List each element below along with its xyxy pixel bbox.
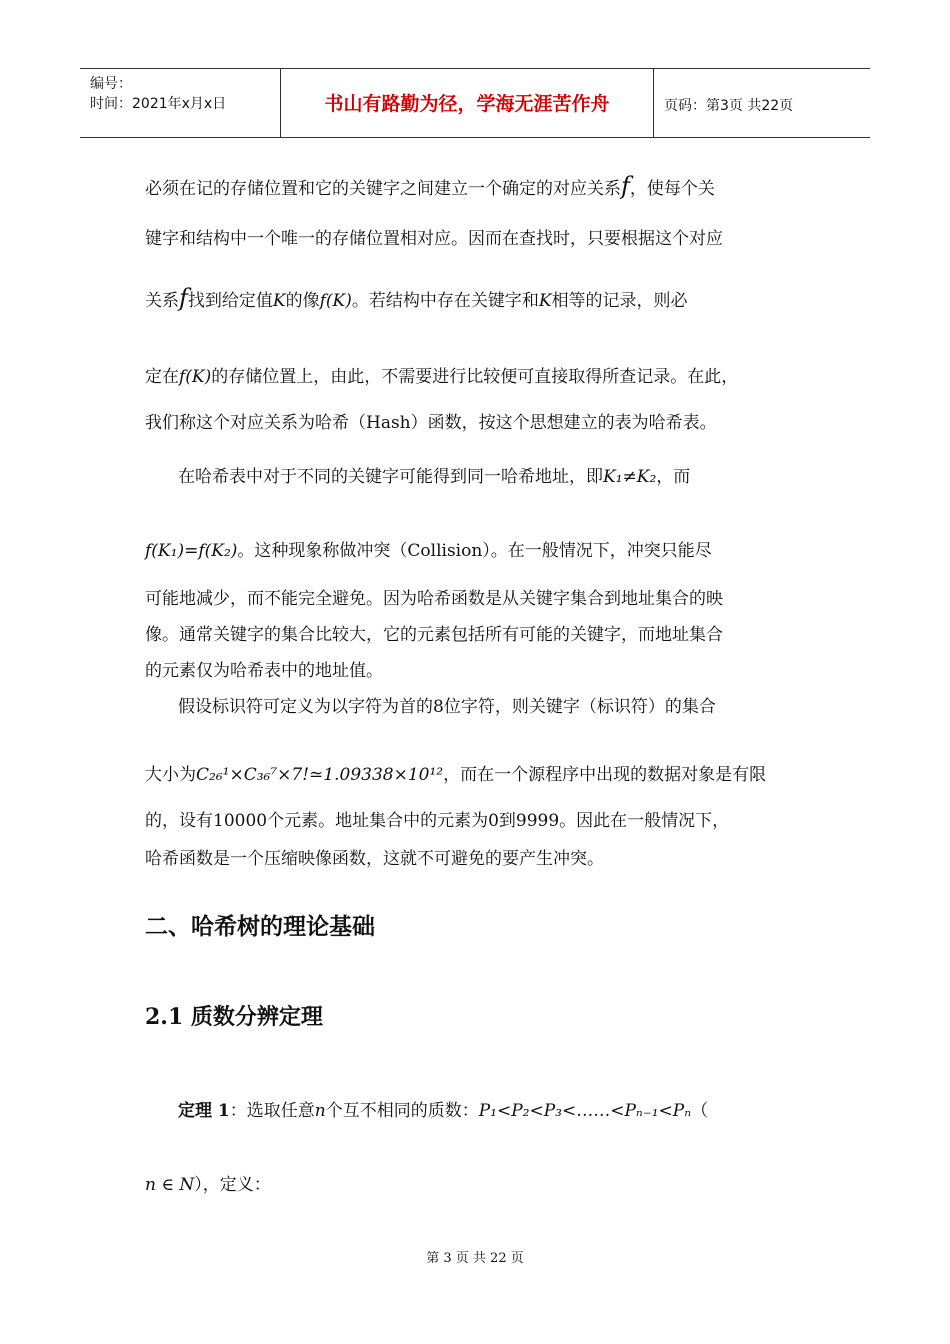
paragraph-line: 我们称这个对应关系为哈希（Hash）函数，按这个思想建立的表为哈希表。 — [145, 413, 717, 433]
math-n: n — [314, 1101, 326, 1121]
paragraph-line: f(K₁)=f(K₂)。这种现象称做冲突（Collision）。在一般情况下，冲突只能尽 — [145, 541, 712, 561]
math-k1-neq-k2: K₁≠K₂ — [603, 467, 657, 487]
math-k: K — [272, 291, 286, 311]
math-f: f — [179, 284, 188, 312]
math-fk: f(K) — [179, 367, 212, 387]
paragraph-line: 哈希函数是一个压缩映像函数，这就不可避免的要产生冲突。 — [145, 849, 604, 869]
header-meta-cell — [80, 69, 281, 137]
paragraph-line: 假设标识符可定义为以字符为首的8位字符，则关键字（标识符）的集合 — [178, 697, 716, 717]
section-heading: 二、哈希树的理论基础 — [145, 914, 375, 940]
paragraph-line: 的，设有10000个元素。地址集合中的元素为0到9999。因此在一般情况下， — [145, 811, 730, 831]
paragraph-line: 像。通常关键字的集合比较大，它的元素包括所有可能的关键字，而地址集合 — [145, 625, 723, 645]
math-f: f — [621, 172, 630, 200]
math-primes: P₁<P₂<P₃<……<Pₙ₋₁<Pₙ — [478, 1101, 692, 1121]
paragraph-line: 必须在记的存储位置和它的关键字之间建立一个确定的对应关系f，使每个关 — [145, 172, 715, 200]
subsection-heading: 2.1 质数分辨定理 — [145, 1004, 323, 1030]
page-footer: 第 3 页 共 22 页 — [426, 1251, 524, 1266]
paragraph-line: 可能地减少，而不能完全避免。因为哈希函数是从关键字集合到地址集合的映 — [145, 589, 723, 609]
paragraph-line: 大小为C₂₆¹×C₃₆⁷×7!≃1.09338×10¹²，而在一个源程序中出现的数据对象是有限 — [145, 765, 767, 785]
paragraph-line: 键字和结构中一个唯一的存储位置相对应。因而在查找时，只要根据这个对应 — [145, 229, 723, 249]
math-n-in-N: n ∈ N — [145, 1175, 195, 1195]
math-k: K — [538, 291, 552, 311]
page-header — [80, 68, 870, 138]
number-label: 编号： — [90, 76, 132, 92]
math-fk1-eq-fk2: f(K₁)=f(K₂) — [145, 541, 238, 561]
theorem-line: n ∈ N），定义： — [145, 1175, 271, 1195]
paragraph-line: 关系f找到给定值K的像f(K)。若结构中存在关键字和K相等的记录，则必 — [145, 284, 688, 312]
theorem-line: 定理 1：选取任意n个互不相同的质数：P₁<P₂<P₃<……<Pₙ₋₁<Pₙ（ — [178, 1101, 709, 1121]
paragraph-line: 定在f(K)的存储位置上，由此，不需要进行比较便可直接取得所查记录。在此， — [145, 367, 739, 387]
motto: 书山有路勤为径，学海无涯苦作舟 — [281, 69, 654, 137]
math-combination-formula: C₂₆¹×C₃₆⁷×7!≃1.09338×10¹² — [196, 765, 444, 785]
page-label: 页码：第3页 共22页 — [664, 98, 794, 114]
paragraph-line: 的元素仅为哈希表中的地址值。 — [145, 661, 383, 681]
theorem-label: 定理 1 — [178, 1101, 230, 1121]
time-label: 时间：2021年x月x日 — [90, 96, 227, 112]
paragraph-line: 在哈希表中对于不同的关键字可能得到同一哈希地址，即K₁≠K₂，而 — [178, 467, 691, 487]
math-fk: f(K) — [319, 291, 352, 311]
